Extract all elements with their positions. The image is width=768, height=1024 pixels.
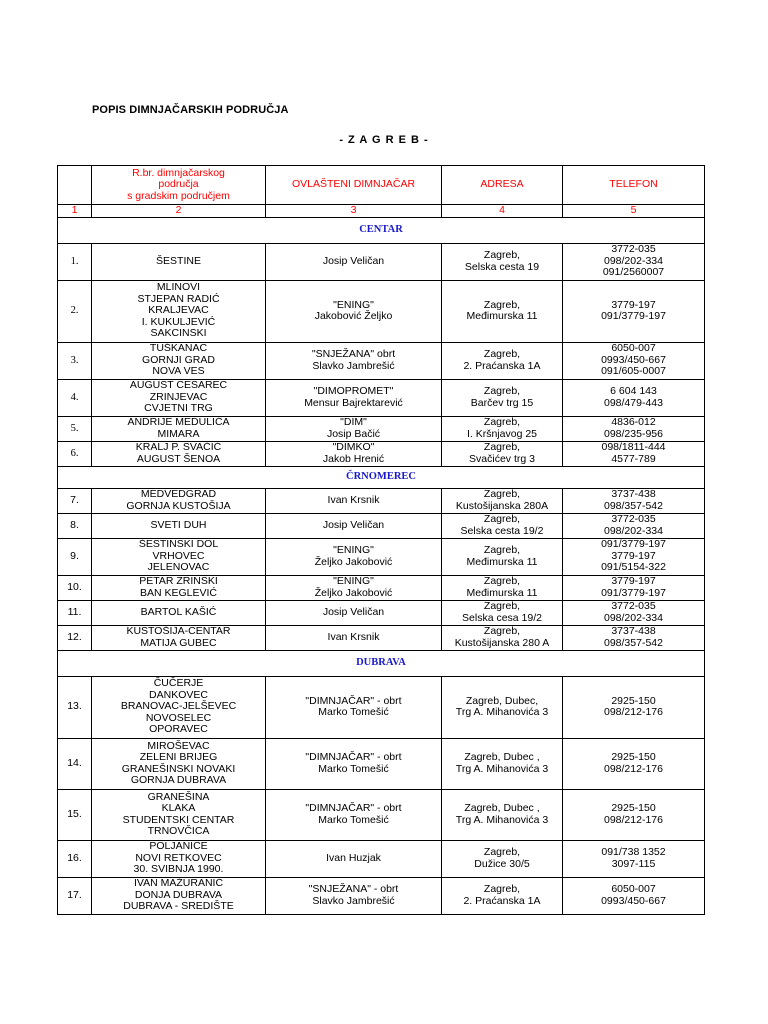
chimney-sweep-name: Marko Tomešić [318,706,389,718]
phone-number: 098/479-443 [604,396,663,409]
phone-cell [563,441,705,466]
chimney-sweep-name: Jakobović Željko [314,310,393,322]
row-number: 2. [58,280,92,342]
chimney-sweep-cell [266,840,442,877]
area-name: GORNJA KUSTOŠIJA [126,499,231,512]
phone-cell [563,738,705,789]
area-name: MATIJA GUBEC [140,636,217,649]
column-index-cell: 5 [563,205,705,218]
phone-cell [563,538,705,575]
address-line: Barčev trg 15 [470,396,534,409]
address-line: 2. Praćanska 1A [463,359,541,372]
row-number: 9. [58,538,92,575]
address-cell [442,379,563,416]
area-name: NOVI RETKOVEC [135,851,222,864]
row-number: 17. [58,877,92,914]
header-text: s gradskim područjem [127,189,230,202]
address-line: Svačićev trg 3 [469,452,535,465]
chimney-sweep-name: Ivan Krsnik [327,493,380,506]
address-line: Međimurska 11 [466,586,538,599]
phone-number: 3779-197 [611,549,656,562]
address-cell [442,243,563,280]
address-line: Međimurska 11 [466,310,538,322]
chimney-sweep-name: "ENING" [333,544,374,556]
table-row [58,789,705,840]
address-cell [442,625,563,650]
area-name: KRALJEVAC [148,304,209,317]
address-cell [442,789,563,840]
address-cell [442,280,563,342]
table-row [58,738,705,789]
address-line: Zagreb, [483,600,521,612]
chimney-sweep-name: Josip Veličan [322,254,385,267]
phone-number: 6 604 143 [610,385,657,397]
chimney-sweep-name: "DIMKO" [332,441,375,453]
address-cell [442,488,563,513]
phone-cell [563,575,705,600]
area-name: OPORAVEC [149,723,208,736]
area-name: BAN KEGLEVIĆ [139,586,218,599]
table-row [58,676,705,738]
chimney-sweep-cell [266,379,442,416]
address-cell [442,513,563,538]
area-name: MIROŠEVAC [147,739,210,752]
area-name: DONJA DUBRAVA [134,888,223,901]
address-line: Zagreb, Dubec , [464,802,540,814]
area-name: TRNOVČICA [147,825,210,837]
chimney-sweep-cell [266,600,442,625]
chimney-sweep-name: Josip Veličan [322,518,385,531]
table-row [58,538,705,575]
phone-number: 4836-012 [611,416,656,428]
chimney-sweep-name: "ENING" [333,298,374,311]
table-row [58,877,705,914]
phone-number: 098/202-334 [604,524,663,537]
area-name: GORNJI GRAD [142,353,215,366]
address-line: Zagreb, Dubec , [464,751,540,763]
address-cell [442,416,563,441]
phone-number: 098/202-334 [604,611,663,624]
address-cell [442,738,563,789]
address-line: Međimurska 11 [466,555,538,568]
address-line: Zagreb, [483,488,521,500]
section-row [58,466,705,488]
row-number: 16. [58,840,92,877]
area-name: MLINOVI [156,281,201,294]
address-line: Trg A. Mihanovića 3 [455,706,549,718]
phone-cell [563,243,705,280]
area-name: SVETI DUH [150,518,207,531]
address-line: Zagreb, [483,513,521,525]
chimney-sweep-name: Marko Tomešić [318,813,389,826]
chimney-sweep-cell [266,738,442,789]
table-row [58,243,705,280]
table-row [58,280,705,342]
area-name: CVJETNI TRG [144,402,213,415]
area-name: KRALJ P. SVAČIĆ [135,441,222,453]
phone-number: 098/235-956 [604,427,663,440]
phone-number: 098/357-542 [604,499,663,512]
chimney-sweep-name: "DIM" [340,416,367,428]
phone-cell [563,840,705,877]
chimney-sweep-name: "SNJEŽANA" obrt [311,348,396,360]
section-title: CENTAR [58,217,705,243]
area-name: STUDENTSKI CENTAR [122,813,235,826]
header-chimney-sweep [266,166,442,205]
header-phone [563,166,705,205]
chimney-sweep-name: Slavko Jambrešić [312,359,395,372]
row-number: 15. [58,789,92,840]
header-text: R.br. dimnjačarskog [132,166,225,179]
chimney-sweep-name: "SNJEŽANA" - obrt [308,883,399,895]
chimney-sweep-cell [266,280,442,342]
phone-number: 3772-035 [611,243,656,256]
row-number: 5. [58,416,92,441]
chimney-sweep-name: Josip Bačić [326,427,381,440]
phone-cell [563,280,705,342]
chimney-sweep-name: Josip Veličan [322,605,385,618]
area-cell [92,488,266,513]
phone-cell [563,416,705,441]
phone-cell [563,488,705,513]
address-line: 2. Praćanska 1A [463,894,541,907]
header-cell-blank [58,166,92,205]
chimney-sweep-name: Ivan Krsnik [327,630,380,643]
area-name: ŠESTINSKI DOL [138,538,219,551]
chimney-sweep-name: Slavko Jambrešić [312,894,395,907]
phone-number: 0993/450-667 [601,894,666,907]
header-text: područja [158,178,199,191]
phone-cell [563,676,705,738]
chimney-sweep-cell [266,789,442,840]
document-title: POPIS DIMNJAČARSKIH PODRUČJA [92,104,289,116]
area-name: AUGUST CESAREC [129,379,228,392]
phone-cell [563,877,705,914]
area-name: GRANEŠINA [147,790,210,803]
row-number: 14. [58,738,92,789]
address-cell [442,575,563,600]
row-number: 11. [58,600,92,625]
area-name: I. KUKULJEVIĆ [141,315,216,328]
phone-cell [563,513,705,538]
chimney-sweep-name: "DIMNJAČAR" - obrt [305,751,402,763]
table-body [58,166,705,915]
chimney-sweep-name: Ivan Huzjak [326,851,381,864]
address-line: Zagreb, [483,249,521,261]
table-row [58,575,705,600]
phone-number: 091/3779-197 [601,586,666,599]
row-number: 4. [58,379,92,416]
area-name: ŠESTINE [156,254,201,267]
chimney-sweep-cell [266,488,442,513]
address-cell [442,342,563,379]
address-line: Kustošijanska 280A [455,499,549,512]
header-text: OVLAŠTENI DIMNJAČAR [291,178,416,191]
row-number: 7. [58,488,92,513]
area-cell [92,379,266,416]
phone-number: 3737-438 [611,488,656,500]
address-cell [442,840,563,877]
table-row [58,416,705,441]
phone-number: 3779-197 [611,575,656,587]
phone-number: 098/1811-444 [601,441,666,453]
chimney-sweep-cell [266,676,442,738]
chimney-sweep-cell [266,575,442,600]
address-cell [442,676,563,738]
chimney-sweep-areas-table [57,165,705,915]
area-name: GRANEŠINSKI NOVAKI [121,762,236,775]
chimney-sweep-cell [266,416,442,441]
phone-number: 098/357-542 [604,636,663,649]
chimney-sweep-name: "ENING" [333,575,374,587]
chimney-sweep-cell [266,877,442,914]
address-line: Zagreb, Dubec, [465,694,539,707]
phone-number: 091/605-0007 [601,365,666,378]
phone-number: 3097-115 [611,857,656,870]
address-line: Zagreb, [483,348,521,360]
area-name: 30. SVIBNJA 1990. [133,863,224,876]
area-name: AUGUST ŠENOA [136,452,221,465]
area-cell [92,877,266,914]
chimney-sweep-name: "DIMOPROMET" [313,385,394,397]
address-line: Trg A. Mihanovića 3 [455,762,549,775]
phone-cell [563,625,705,650]
phone-number: 091/5154-322 [601,561,666,574]
table-row [58,488,705,513]
chimney-sweep-name: "DIMNJAČAR" - obrt [305,802,402,814]
chimney-sweep-cell [266,243,442,280]
address-cell [442,538,563,575]
address-line: Selska cesta 19 [464,260,540,273]
phone-number: 091/738 1352 [601,846,666,858]
area-name: MEDVEDGRAD [140,488,217,500]
area-cell [92,738,266,789]
phone-number: 091/3779-197 [601,538,666,551]
column-index-cell: 4 [442,205,563,218]
phone-number: 098/212-176 [604,762,663,775]
area-name: ČUČERJE [153,677,204,690]
table-row [58,342,705,379]
row-number: 8. [58,513,92,538]
area-name: DANKOVEC [149,688,208,701]
area-name: TUŠKANAC [149,342,208,355]
area-name: BRANOVAC-JELŠEVEC [120,700,237,713]
phone-number: 2925-150 [611,802,656,814]
row-number: 13. [58,676,92,738]
row-number: 1. [58,243,92,280]
phone-number: 6050-007 [611,883,656,895]
area-name: MIMARA [157,427,200,440]
address-line: Zagreb, [483,298,521,311]
chimney-sweep-cell [266,342,442,379]
chimney-sweep-cell [266,625,442,650]
address-line: Selska cesa 19/2 [462,611,542,624]
address-line: Zagreb, [483,883,521,895]
address-line: Zagreb, [483,416,521,428]
phone-cell [563,789,705,840]
area-name: BARTOL KAŠIĆ [140,605,217,618]
area-cell [92,789,266,840]
phone-cell [563,379,705,416]
area-name: VRHOVEC [152,549,205,562]
phone-number: 0993/450-667 [601,353,666,366]
phone-number: 098/212-176 [604,706,663,718]
area-cell [92,840,266,877]
section-row [58,217,705,243]
section-title: ČRNOMEREC [58,466,705,488]
phone-number: 3772-035 [611,513,656,525]
phone-cell [563,600,705,625]
address-line: Zagreb, [483,544,521,556]
address-cell [442,877,563,914]
address-cell [442,441,563,466]
address-line: Zagreb, [483,575,521,587]
row-number: 6. [58,441,92,466]
phone-number: 2925-150 [611,751,656,763]
chimney-sweep-name: Željko Jakobović [314,586,393,599]
phone-number: 098/212-176 [604,813,663,826]
column-index-cell: 2 [92,205,266,218]
phone-number: 4577-789 [611,452,656,465]
area-name: POLJANICE [149,840,208,853]
column-index-row [58,205,705,218]
phone-cell [563,342,705,379]
chimney-sweep-name: Marko Tomešić [318,762,389,775]
area-name: NOVOSELEC [145,711,212,724]
chimney-sweep-name: Jakob Hrenić [322,452,385,465]
area-cell [92,538,266,575]
section-title: DUBRAVA [58,650,705,676]
area-name: STJEPAN RADIĆ [137,292,220,305]
table-row [58,840,705,877]
table-row [58,441,705,466]
address-cell [442,600,563,625]
document-subtitle: - Z A G R E B - [339,134,429,146]
chimney-sweep-cell [266,513,442,538]
address-line: Zagreb, [483,846,521,858]
section-row [58,650,705,676]
chimney-sweep-cell [266,441,442,466]
address-line: Zagreb, [483,385,521,397]
area-cell [92,513,266,538]
table-row [58,625,705,650]
phone-number: 3779-197 [611,298,656,311]
area-cell [92,575,266,600]
phone-number: 3737-438 [611,625,656,637]
area-cell [92,280,266,342]
address-line: Trg A. Mihanovića 3 [455,813,549,826]
area-cell [92,416,266,441]
area-name: PETAR ZRINSKI [139,575,218,587]
header-area [92,166,266,205]
area-cell [92,441,266,466]
phone-number: 2925-150 [611,694,656,707]
area-name: ANDRIJE MEDULIĆA [127,416,230,428]
column-index-cell: 1 [58,205,92,218]
area-name: ZELENI BRIJEG [139,751,218,763]
address-line: Zagreb, [483,441,521,453]
header-text: TELEFON [609,178,658,191]
phone-number: 091/3779-197 [601,310,666,322]
header-address [442,166,563,205]
column-index-cell: 3 [266,205,442,218]
area-name: KUSTOŠIJA-CENTAR [126,625,231,637]
row-number: 12. [58,625,92,650]
address-line: I. Kršnjavog 25 [466,427,538,440]
area-cell [92,342,266,379]
area-name: JELENOVAC [147,561,210,574]
table-row [58,600,705,625]
area-name: GORNJA DUBRAVA [130,774,227,786]
row-number: 10. [58,575,92,600]
header-row [58,166,705,205]
area-name: SAKCINSKI [150,327,207,340]
area-cell [92,600,266,625]
row-number: 3. [58,342,92,379]
table-row [58,513,705,538]
area-name: ZRINJEVAC [149,390,208,403]
address-line: Selska cesta 19/2 [460,524,544,537]
table-row [58,379,705,416]
area-cell [92,243,266,280]
address-line: Dužice 30/5 [474,857,530,870]
area-name: KLAKA [161,802,196,814]
chimney-sweep-name: Mensur Bajrektarević [304,396,403,409]
chimney-sweep-name: Željko Jakobović [314,555,393,568]
area-cell [92,625,266,650]
area-name: NOVA VES [152,365,205,378]
address-line: Zagreb, [483,625,521,637]
chimney-sweep-cell [266,538,442,575]
address-line: Kustošijanska 280 A [454,636,550,649]
phone-number: 098/202-334 [604,254,663,267]
area-name: DUBRAVA - SREDIŠTE [123,900,234,913]
phone-number: 6050-007 [611,342,656,355]
chimney-sweep-name: "DIMNJAČAR" - obrt [305,694,402,707]
area-name: IVAN MAŽURANIĆ [133,877,224,890]
phone-number: 091/2560007 [602,266,665,279]
phone-number: 3772-035 [611,600,656,612]
header-text: ADRESA [480,178,524,191]
area-cell [92,676,266,738]
